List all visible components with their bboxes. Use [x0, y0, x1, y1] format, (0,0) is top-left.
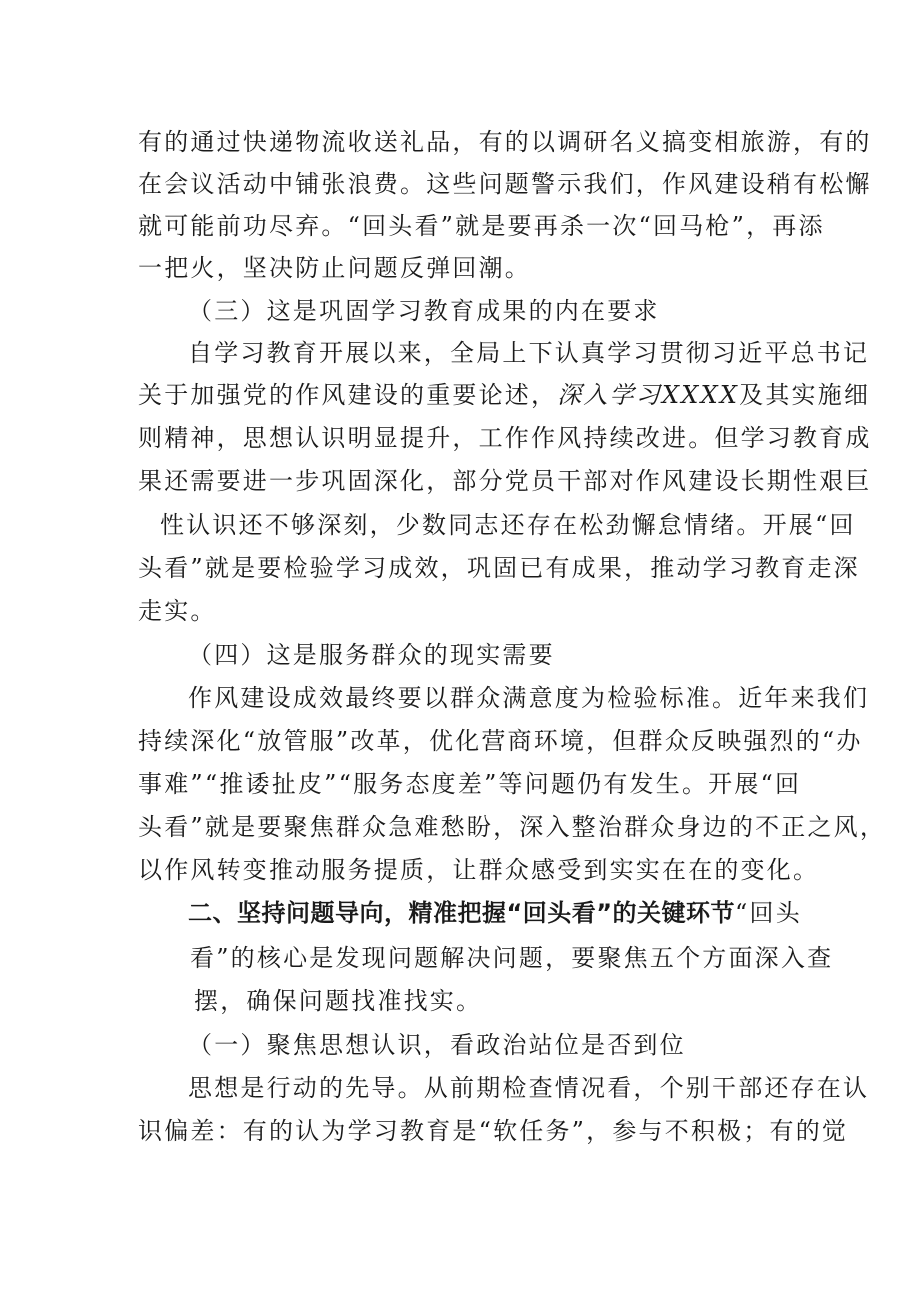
body-text-line: 作风建设成效最终要以群众满意度为检验标准。近年来我们 — [188, 684, 870, 712]
body-text-line: 自学习教育开展以来，全局上下认真学习贯彻习近平总书记 — [188, 339, 870, 367]
italic-text-segment: 深入学习XXXX — [557, 381, 740, 409]
body-text-line: 以作风转变推动服务提质，让群众感受到实实在在的变化。 — [138, 856, 820, 884]
text-segment: 及其实施细 — [739, 381, 871, 409]
body-text-line: 持续深化“放管服”改革，优化营商环境，但群众反映强烈的“办 — [138, 727, 863, 755]
chapter-heading-line — [188, 898, 802, 928]
body-text-line: 事难”“推诿扯皮”“服务态度差”等问题仍有发生。开展“回 — [138, 770, 802, 798]
chapter-heading: 二、坚持问题导向，精准把握“回头看”的关键环节 — [188, 899, 736, 927]
body-text-line: 有的通过快递物流收送礼品，有的以调研名义搞变相旅游，有的 — [138, 128, 872, 156]
body-text-line: 就可能前功尽弃。“回头看”就是要再杀一次“回马枪”，再添 — [138, 212, 825, 240]
body-text-line — [138, 380, 870, 410]
body-text-line: 看”的核心是发现问题解决问题，要聚焦五个方面深入查 — [190, 944, 834, 972]
section-heading-4: （四）这是服务群众的现实需要 — [188, 641, 555, 669]
section-heading-1: （一）聚焦思想认识，看政治站位是否到位 — [188, 1031, 686, 1059]
body-text-line: 头看”就是要聚焦群众急难愁盼，深入整治群众身边的不正之风， — [138, 813, 887, 841]
body-text-line: 性认识还不够深刻，少数同志还存在松劲懈怠情绪。开展“回 — [160, 511, 856, 539]
text-segment: 关于加强党的作风建设的重要论述， — [138, 381, 558, 409]
body-text-line: 则精神，思想认识明显提升，工作作风持续改进。但学习教育成 — [138, 424, 872, 452]
body-text-line: 一把火，坚决防止问题反弹回潮。 — [138, 254, 531, 282]
text-segment: “回头 — [735, 899, 802, 927]
body-text-line: 头看”就是要检验学习成效，巩固已有成果，推动学习教育走深 — [138, 554, 860, 582]
body-text-line: 思想是行动的先导。从前期检查情况看，个别干部还存在认 — [188, 1074, 870, 1102]
body-text-line: 果还需要进一步巩固深化，部分党员干部对作风建设长期性艰巨 — [138, 467, 872, 495]
body-text-line: 在会议活动中铺张浪费。这些问题警示我们，作风建设稍有松懈 — [138, 170, 872, 198]
section-heading-3: （三）这是巩固学习教育成果的内在要求 — [188, 297, 660, 325]
body-text-line: 走实。 — [138, 597, 217, 625]
body-text-line: 识偏差：有的认为学习教育是“软任务”，参与不积极；有的觉 — [138, 1117, 849, 1145]
body-text-line: 摆，确保问题找准找实。 — [194, 987, 483, 1015]
